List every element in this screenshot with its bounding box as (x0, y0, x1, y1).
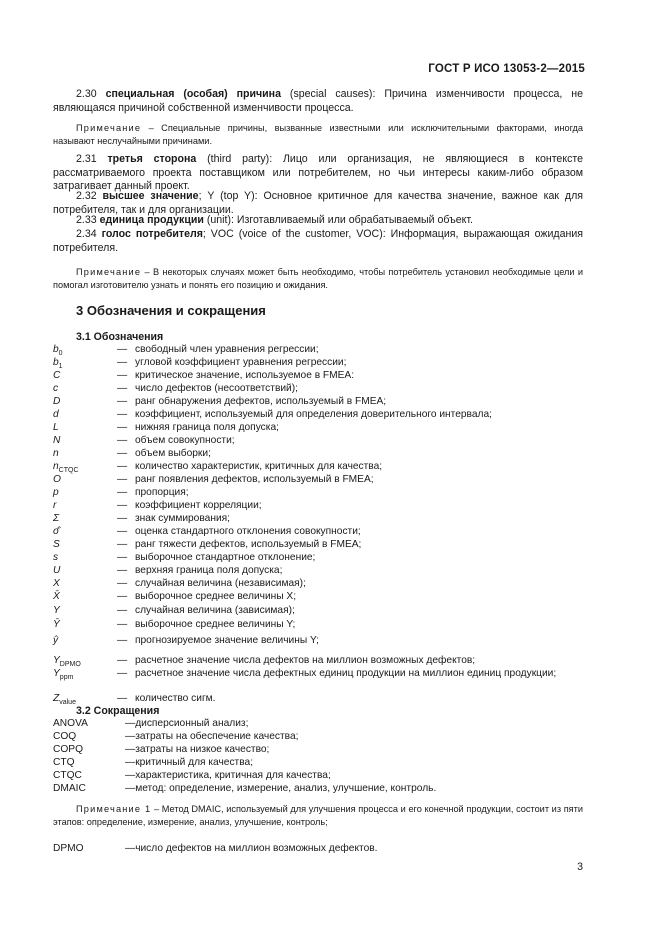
symbol-row (53, 525, 583, 538)
symbol (53, 382, 58, 395)
note-label: Примечание (76, 123, 142, 133)
dash: — (117, 474, 128, 485)
symbol-description: коэффициент корреляции; (135, 500, 262, 511)
abbrev-text: —затраты на низкое качество; (125, 744, 270, 755)
symbol (53, 525, 59, 538)
def-number: 2.33 (76, 214, 97, 226)
symbol-row (53, 473, 583, 486)
symbol (53, 486, 59, 499)
symbol-description: число дефектов (несоответствий); (135, 383, 298, 394)
symbol-base: ŷ (53, 635, 59, 646)
symbol-base: n (53, 461, 59, 472)
symbol (53, 434, 60, 447)
dash: — (117, 370, 128, 381)
symbol (53, 369, 60, 382)
note-text: – Метод DMAIC, используемый для улучшения процесса и его конечной продукции, состоит из пяти этапов: определение, измерение, анализ, улучшение, контроль; (53, 804, 583, 827)
symbol-description: случайная величина (независимая); (135, 578, 306, 589)
symbol-subscript: DPMO (59, 661, 81, 669)
symbol-base: s (53, 552, 59, 563)
section-3-1-title: 3.1 Обозначения (76, 331, 164, 343)
symbol-description: коэффициент, используемый для определения доверительного интервала; (135, 409, 492, 420)
abbrev-term: CTQ (53, 757, 75, 768)
def-text: (third party): Лицо или организация, не являющиеся в контексте рассматриваемого проекта поставщиком или потребителем, но чьи интересы каким-либо образом затрагивает данный проект. (53, 153, 583, 193)
note-2-30 (53, 122, 583, 148)
symbol-base: O (53, 474, 61, 485)
symbol-description: ранг обнаружения дефектов, используемый в FMEA; (135, 396, 387, 407)
symbol (53, 538, 60, 551)
dash: — (117, 668, 128, 679)
symbol-row (53, 538, 583, 551)
def-text: (unit): Изготавливаемый или обрабатываемый объект. (203, 214, 473, 226)
def-term: специальная (особая) причина (105, 88, 281, 100)
dash: — (117, 357, 128, 368)
abbrev-text: —затраты на обеспечение качества; (125, 731, 299, 742)
symbol-base: Y (53, 655, 60, 666)
abbrev-row (53, 743, 583, 756)
symbol-description: случайная величина (зависимая); (135, 605, 295, 616)
standard-header: ГОСТ Р ИСО 13053-2—2015 (428, 63, 585, 75)
symbol-description: расчетное значение числа дефектов на миллион возможных дефектов; (135, 655, 476, 666)
symbol-row (53, 395, 583, 408)
dash: — (117, 605, 128, 616)
symbol-base: Z (53, 693, 60, 704)
symbol-description: объем выборки; (135, 448, 211, 459)
def-number: 2.31 (76, 153, 97, 165)
abbrev-text: —критичный для качества; (125, 757, 254, 768)
symbol-base: D (53, 396, 61, 407)
symbol (53, 604, 60, 617)
abbrev-row (53, 782, 583, 795)
symbol-base: Σ (53, 513, 60, 524)
symbol-row (53, 634, 583, 647)
symbol-row (53, 382, 583, 395)
abbrev-text: —характеристика, критичная для качества; (125, 770, 331, 781)
abbrev-term: COQ (53, 731, 77, 742)
symbol-base: C (53, 370, 61, 381)
symbol-subscript: 0 (58, 350, 63, 358)
dash: — (117, 591, 128, 602)
symbol (53, 421, 59, 434)
definition-2-31 (53, 153, 583, 194)
note-dmaic (53, 803, 583, 829)
note-text: – В некоторых случаях может быть необходимо, чтобы потребитель установил необходимые цели и помогал изготовителю узнать и понять его позицию и ожидания. (53, 267, 583, 290)
def-number: 2.30 (76, 88, 97, 100)
definition-2-30 (53, 88, 583, 115)
dash: — (117, 513, 128, 524)
symbol (53, 618, 60, 631)
symbol-row (53, 356, 583, 369)
symbol-base: b (53, 344, 59, 355)
symbol-row (53, 654, 583, 667)
symbol-row (53, 460, 583, 473)
symbol-description: количество характеристик, критичных для качества; (135, 461, 383, 472)
symbol-subscript: 1 (58, 363, 63, 371)
symbol-description: выборочное среднее величины Y; (135, 619, 296, 630)
symbol-description: пропорция; (135, 487, 189, 498)
dash: — (117, 635, 128, 646)
dash: — (117, 487, 128, 498)
note-2-34 (53, 266, 583, 292)
symbol-row (53, 486, 583, 499)
symbol-description: ранг появления дефектов, используемый в FMEA; (135, 474, 374, 485)
section-3-2-title: 3.2 Сокращения (76, 705, 160, 717)
def-term: третья сторона (107, 153, 197, 165)
symbol-row (53, 564, 583, 577)
def-term: единица продукции (99, 214, 204, 226)
symbol-description: расчетное значение числа дефектных единиц продукции на миллион единиц продукции; (135, 668, 557, 679)
abbrev-term: DMAIC (53, 783, 86, 794)
symbol-description: выборочное стандартное отклонение; (135, 552, 316, 563)
symbol-base: Y (53, 605, 60, 616)
symbol-base: d (53, 409, 59, 420)
symbol-row (53, 590, 583, 603)
symbol-base: σ̂ (53, 526, 60, 537)
symbol (53, 634, 58, 647)
symbol-row (53, 512, 583, 525)
dash: — (117, 396, 128, 407)
symbol (53, 692, 76, 709)
abbrev-term: CTQC (53, 770, 82, 781)
symbol-base: N (53, 435, 61, 446)
symbol-base: Y (53, 668, 60, 679)
symbol (53, 499, 56, 512)
dash: — (117, 565, 128, 576)
symbol-row (53, 343, 583, 356)
def-text: ; Y (top Y): Основное критичное для качества значение, важное как для потребителя, так и для организации. (53, 190, 583, 216)
def-text: (special causes): Причина изменчивости процесса, не являющаяся причиной собственной изменчивости процесса. (53, 88, 584, 114)
symbol-row (53, 421, 583, 434)
symbol-description: ранг тяжести дефектов, используемый в FMEA; (135, 539, 362, 550)
dash: — (117, 448, 128, 459)
symbol (53, 447, 59, 460)
symbol-row (53, 551, 583, 564)
symbol (53, 667, 73, 684)
symbol-row (53, 499, 583, 512)
note-text: – Специальные причины, вызванные известными или исключительными факторами, иногда называют неслучайными причинами. (53, 123, 583, 146)
symbol-description: верхняя граница поля допуска; (135, 565, 283, 576)
dash: — (117, 655, 128, 666)
symbol-base: p (53, 487, 59, 498)
symbol-row (53, 667, 583, 680)
symbol-base: L (53, 422, 59, 433)
note-label: Примечание 1 (76, 804, 152, 814)
def-term: высшее значение (102, 190, 199, 202)
symbol-description: количество сигм. (135, 693, 216, 704)
symbol (53, 551, 58, 564)
abbrev-term: DPMO (53, 843, 84, 854)
def-term: голос потребителя (101, 228, 203, 240)
dash: — (117, 552, 128, 563)
symbol (53, 577, 60, 590)
dash: — (117, 693, 128, 704)
abbrev-row (53, 756, 583, 769)
symbol-description: свободный член уравнения регрессии; (135, 344, 319, 355)
definition-2-33 (53, 214, 583, 228)
symbol (53, 408, 59, 421)
symbol-base: b (53, 357, 59, 368)
symbol-base: c (53, 383, 59, 394)
symbol-base: S (53, 539, 60, 550)
symbol (53, 512, 59, 525)
dash: — (117, 619, 128, 630)
dash: — (117, 344, 128, 355)
symbol-description: угловой коэффициент уравнения регрессии; (135, 357, 347, 368)
symbol-description: оценка стандартного отклонения совокупности; (135, 526, 361, 537)
symbol-base: r (53, 500, 57, 511)
note-label: Примечание (76, 267, 142, 277)
dash: — (117, 526, 128, 537)
abbrev-row (53, 717, 583, 730)
abbrev-text: —дисперсионный анализ; (125, 718, 249, 729)
symbol-row (53, 408, 583, 421)
symbol-description: нижняя граница поля допуска; (135, 422, 279, 433)
symbol-description: критическое значение, используемое в FMEA: (135, 370, 355, 381)
symbol-subscript: CTQC (58, 467, 79, 475)
section-3-title: 3 Обозначения и сокращения (76, 303, 266, 318)
symbol-base: Ȳ (53, 619, 60, 630)
page-number: 3 (577, 861, 583, 873)
abbrev-text: —метод: определение, измерение, анализ, улучшение, контроль. (125, 783, 437, 794)
symbol-description: знак суммирования; (135, 513, 230, 524)
symbol (53, 395, 60, 408)
symbol-row (53, 447, 583, 460)
def-text: ; VOC (voice of the customer, VOC): Информация, выражающая ожидания потребителя. (53, 228, 583, 254)
dash: — (117, 435, 128, 446)
symbol-row (53, 692, 583, 705)
symbol-description: выборочное среднее величины X; (135, 591, 297, 602)
dash: — (117, 578, 128, 589)
symbol-row (53, 369, 583, 382)
dash: — (117, 383, 128, 394)
abbrev-dpmo (53, 842, 583, 855)
symbol-row (53, 434, 583, 447)
symbol-row (53, 577, 583, 590)
dash: — (117, 409, 128, 420)
abbrev-text: —число дефектов на миллион возможных дефектов. (125, 843, 378, 854)
abbrev-term: COPQ (53, 744, 84, 755)
dash: — (117, 461, 128, 472)
symbol-row (53, 618, 583, 631)
symbol-base: X̄ (53, 591, 60, 602)
def-number: 2.32 (76, 190, 97, 202)
dash: — (117, 422, 128, 433)
symbol-description: прогнозируемое значение величины Y; (135, 635, 319, 646)
symbol-base: U (53, 565, 61, 576)
symbol (53, 473, 61, 486)
dash: — (117, 539, 128, 550)
def-number: 2.34 (76, 228, 97, 240)
symbol-base: n (53, 448, 59, 459)
abbrev-term: ANOVA (53, 718, 88, 729)
symbol (53, 590, 60, 603)
definition-2-34 (53, 228, 583, 255)
symbol (53, 564, 60, 577)
dash: — (117, 500, 128, 511)
symbol-row (53, 604, 583, 617)
abbrev-row (53, 769, 583, 782)
symbol-subscript: value (59, 699, 76, 707)
symbol-subscript: ppm (59, 674, 74, 682)
symbol-description: объем совокупности; (135, 435, 235, 446)
abbrev-row (53, 730, 583, 743)
symbol-base: X (53, 578, 60, 589)
